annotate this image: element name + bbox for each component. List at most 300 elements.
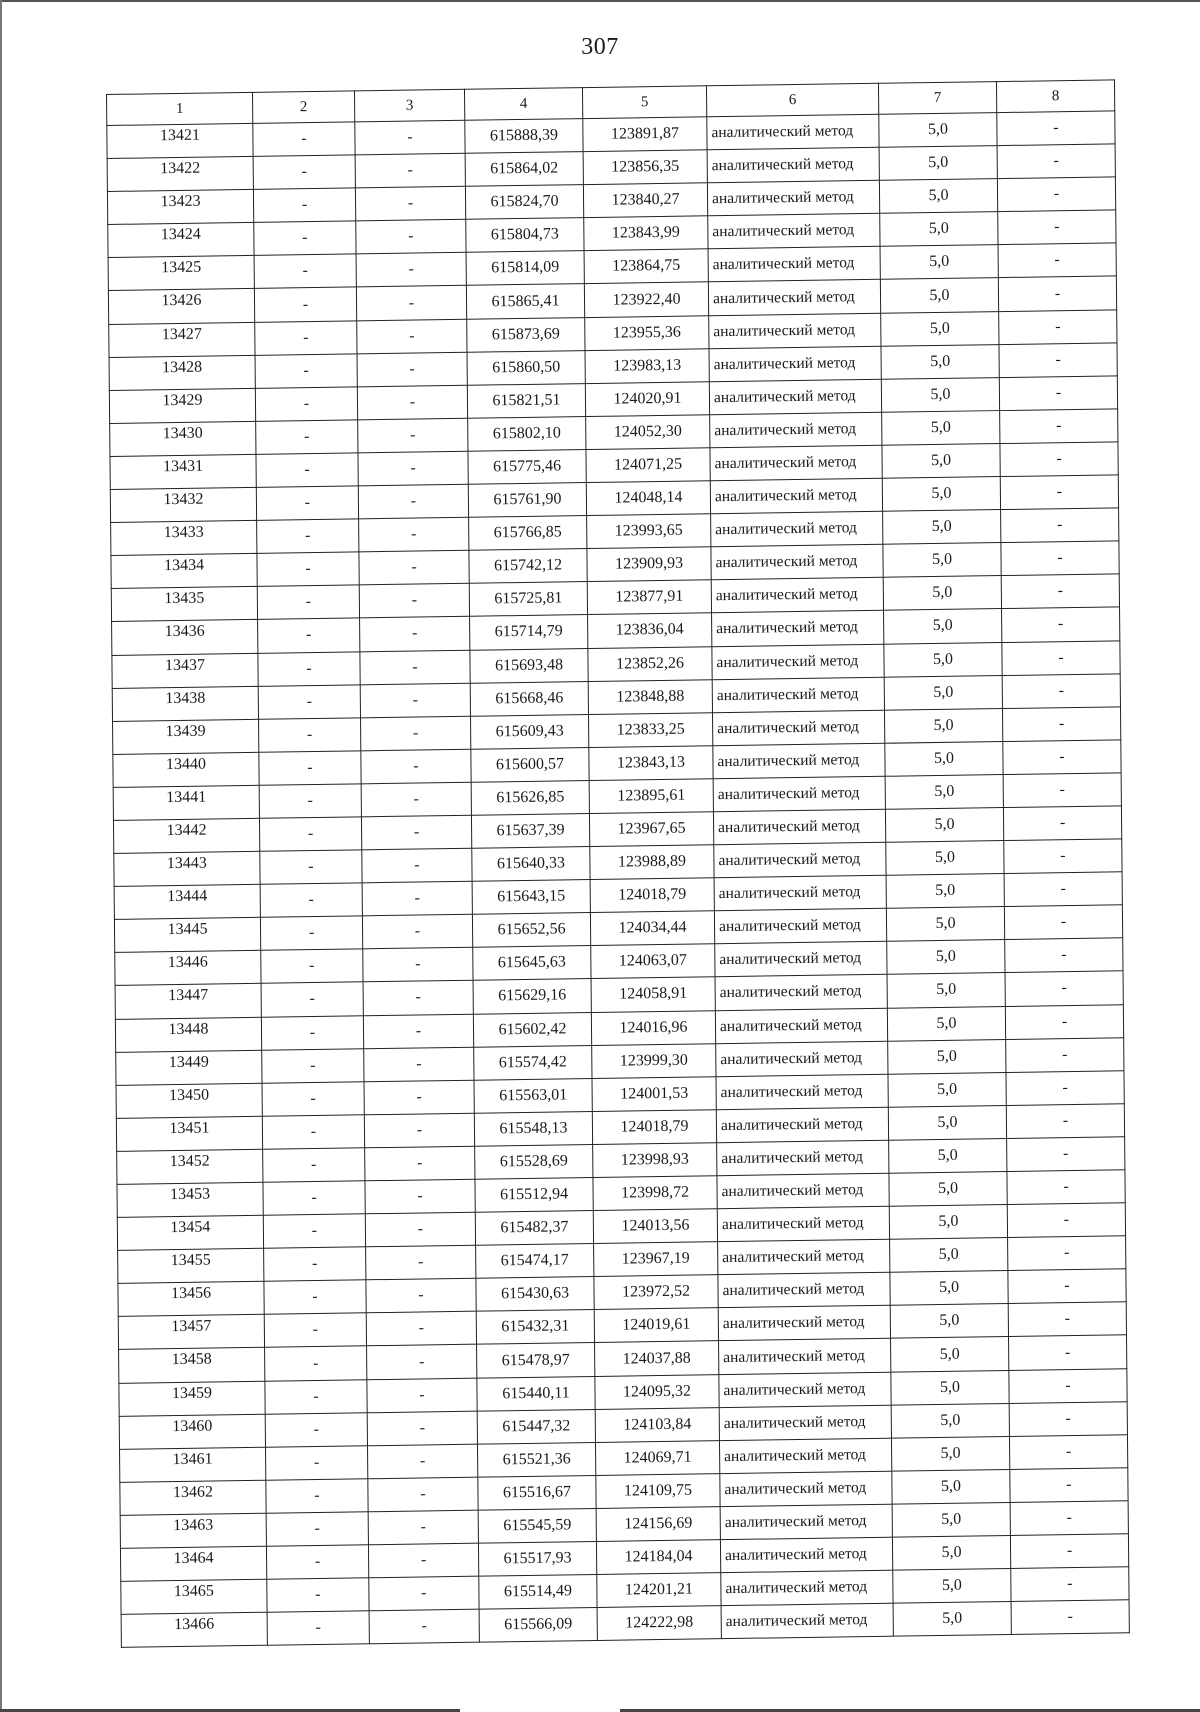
x-coordinate-cell: 615714,79 <box>470 615 588 650</box>
col-2-cell: - <box>263 1181 365 1216</box>
point-number-cell: 13463 <box>120 1513 266 1548</box>
col-3-cell: - <box>356 220 466 255</box>
col-2-cell: - <box>258 651 360 686</box>
y-coordinate-cell: 123843,13 <box>589 746 713 781</box>
col-2-cell: - <box>255 320 357 355</box>
y-coordinate-cell: 123909,93 <box>587 547 711 582</box>
col-8-cell: - <box>1009 1435 1127 1470</box>
method-cell: аналитический метод <box>712 611 884 647</box>
x-coordinate-cell: 615824,70 <box>465 185 583 220</box>
method-cell: аналитический метод <box>714 875 886 911</box>
x-coordinate-cell: 615609,43 <box>471 714 589 749</box>
point-number-cell: 13428 <box>109 355 255 390</box>
col-2-cell: - <box>262 1082 364 1117</box>
point-number-cell: 13424 <box>108 223 254 258</box>
method-cell: аналитический метод <box>717 1206 889 1242</box>
col-2-cell: - <box>264 1280 366 1315</box>
x-coordinate-cell: 615640,33 <box>472 847 590 882</box>
y-coordinate-cell: 123988,89 <box>590 845 714 880</box>
col-8-cell: - <box>997 177 1115 212</box>
method-cell: аналитический метод <box>718 1239 890 1275</box>
method-cell: аналитический метод <box>712 710 884 746</box>
accuracy-cell: 5,0 <box>890 1238 1008 1273</box>
col-3-cell: - <box>355 120 465 155</box>
col-3-cell: - <box>369 1609 479 1644</box>
accuracy-cell: 5,0 <box>883 576 1001 611</box>
col-2-cell: - <box>263 1148 365 1183</box>
col-2-cell: - <box>254 221 356 256</box>
col-3-cell: - <box>366 1278 476 1313</box>
y-coordinate-cell: 124020,91 <box>585 382 709 417</box>
col-8-cell: - <box>1011 1567 1129 1602</box>
col-2-cell: - <box>265 1412 367 1447</box>
x-coordinate-cell: 615652,56 <box>472 913 590 948</box>
x-coordinate-cell: 615563,01 <box>474 1078 592 1113</box>
method-cell: аналитический метод <box>711 511 883 547</box>
method-cell: аналитический метод <box>715 942 887 978</box>
point-number-cell: 13465 <box>121 1579 267 1614</box>
col-8-cell: - <box>999 343 1117 378</box>
col-8-cell: - <box>1005 1004 1123 1039</box>
method-cell: аналитический метод <box>716 1041 888 1077</box>
accuracy-cell: 5,0 <box>891 1436 1009 1471</box>
accuracy-cell: 5,0 <box>882 444 1000 479</box>
x-coordinate-cell: 615447,32 <box>477 1409 595 1444</box>
method-cell: аналитический метод <box>720 1537 892 1573</box>
x-coordinate-cell: 615668,46 <box>470 681 588 716</box>
y-coordinate-cell: 123998,93 <box>593 1143 717 1178</box>
point-number-cell: 13464 <box>120 1546 266 1581</box>
point-number-cell: 13432 <box>110 487 256 522</box>
column-header-2: 2 <box>252 91 354 123</box>
col-3-cell: - <box>361 782 471 817</box>
col-8-cell: - <box>1005 938 1123 973</box>
col-2-cell: - <box>259 718 361 753</box>
accuracy-cell: 5,0 <box>884 609 1002 644</box>
point-number-cell: 13435 <box>111 587 257 622</box>
y-coordinate-cell: 124018,79 <box>592 1110 716 1145</box>
method-cell: аналитический метод <box>719 1372 891 1408</box>
column-header-4: 4 <box>464 88 582 121</box>
point-number-cell: 13446 <box>115 951 261 986</box>
accuracy-cell: 5,0 <box>890 1271 1008 1306</box>
col-2-cell: - <box>253 155 355 190</box>
col-3-cell: - <box>365 1146 475 1181</box>
accuracy-cell: 5,0 <box>892 1535 1010 1570</box>
accuracy-cell: 5,0 <box>892 1502 1010 1537</box>
col-2-cell: - <box>257 552 359 587</box>
col-2-cell: - <box>259 817 361 852</box>
col-8-cell: - <box>999 309 1117 344</box>
method-cell: аналитический метод <box>713 743 885 779</box>
accuracy-cell: 5,0 <box>889 1171 1007 1206</box>
method-cell: аналитический метод <box>714 908 886 944</box>
method-cell: аналитический метод <box>712 644 884 680</box>
x-coordinate-cell: 615725,81 <box>469 582 587 617</box>
col-8-cell: - <box>1004 872 1122 907</box>
column-header-6: 6 <box>706 83 878 116</box>
col-8-cell: - <box>1002 707 1120 742</box>
x-coordinate-cell: 615802,10 <box>468 416 586 451</box>
y-coordinate-cell: 124001,53 <box>592 1076 716 1111</box>
accuracy-cell: 5,0 <box>887 1006 1005 1041</box>
point-number-cell: 13455 <box>118 1248 264 1283</box>
col-2-cell: - <box>261 949 363 984</box>
method-cell: аналитический метод <box>719 1438 891 1474</box>
col-3-cell: - <box>365 1212 475 1247</box>
point-number-cell: 13443 <box>114 851 260 886</box>
y-coordinate-cell: 123836,04 <box>588 613 712 648</box>
col-2-cell: - <box>259 751 361 786</box>
col-2-cell: - <box>261 982 363 1017</box>
x-coordinate-cell: 615761,90 <box>468 483 586 518</box>
accuracy-cell: 5,0 <box>888 1039 1006 1074</box>
col-3-cell: - <box>364 1080 474 1115</box>
point-number-cell: 13460 <box>119 1414 265 1449</box>
col-8-cell: - <box>1003 806 1121 841</box>
page-number: 307 <box>581 34 619 60</box>
col-8-cell: - <box>1009 1368 1127 1403</box>
y-coordinate-cell: 123983,13 <box>585 348 709 383</box>
col-3-cell: - <box>360 650 470 685</box>
col-8-cell: - <box>1001 574 1119 609</box>
x-coordinate-cell: 615865,41 <box>466 284 584 319</box>
col-2-cell: - <box>265 1346 367 1381</box>
y-coordinate-cell: 124071,25 <box>586 448 710 483</box>
col-3-cell: - <box>366 1245 476 1280</box>
x-coordinate-cell: 615888,39 <box>465 119 583 154</box>
accuracy-cell: 5,0 <box>879 179 997 214</box>
x-coordinate-cell: 615643,15 <box>472 880 590 915</box>
y-coordinate-cell: 123840,27 <box>583 183 707 218</box>
x-coordinate-cell: 615626,85 <box>471 780 589 815</box>
col-3-cell: - <box>357 352 467 387</box>
col-2-cell: - <box>253 122 355 157</box>
x-coordinate-cell: 615474,17 <box>476 1244 594 1279</box>
col-8-cell: - <box>1007 1203 1125 1238</box>
method-cell: аналитический метод <box>707 147 879 183</box>
y-coordinate-cell: 123967,19 <box>594 1242 718 1277</box>
col-2-cell: - <box>254 254 356 289</box>
point-number-cell: 13450 <box>116 1083 262 1118</box>
point-number-cell: 13431 <box>110 454 256 489</box>
col-2-cell: - <box>266 1545 368 1580</box>
y-coordinate-cell: 123998,72 <box>593 1176 717 1211</box>
point-number-cell: 13437 <box>112 653 258 688</box>
y-coordinate-cell: 124156,69 <box>596 1507 720 1542</box>
col-3-cell: - <box>362 881 472 916</box>
y-coordinate-cell: 124058,91 <box>591 977 715 1012</box>
col-8-cell: - <box>998 276 1116 311</box>
col-3-cell: - <box>369 1576 479 1611</box>
col-3-cell: - <box>363 948 473 983</box>
point-number-cell: 13454 <box>117 1215 263 1250</box>
col-8-cell: - <box>997 111 1115 146</box>
x-coordinate-cell: 615637,39 <box>471 813 589 848</box>
method-cell: аналитический метод <box>718 1306 890 1342</box>
y-coordinate-cell: 124052,30 <box>586 415 710 450</box>
method-cell: аналитический метод <box>720 1504 892 1540</box>
x-coordinate-cell: 615545,59 <box>478 1508 596 1543</box>
col-3-cell: - <box>359 517 469 552</box>
y-coordinate-cell: 123993,65 <box>587 514 711 549</box>
method-cell: аналитический метод <box>713 809 885 845</box>
x-coordinate-cell: 615814,09 <box>466 251 584 286</box>
col-3-cell: - <box>366 1312 476 1347</box>
y-coordinate-cell: 124222,98 <box>597 1606 721 1641</box>
col-8-cell: - <box>997 144 1115 179</box>
y-coordinate-cell: 123843,99 <box>584 216 708 251</box>
point-number-cell: 13453 <box>117 1182 263 1217</box>
method-cell: аналитический метод <box>713 776 885 812</box>
col-2-cell: - <box>257 519 359 554</box>
accuracy-cell: 5,0 <box>884 708 1002 743</box>
accuracy-cell: 5,0 <box>888 1072 1006 1107</box>
method-cell: аналитический метод <box>721 1570 893 1606</box>
accuracy-cell: 5,0 <box>887 973 1005 1008</box>
col-8-cell: - <box>1002 640 1120 675</box>
col-3-cell: - <box>367 1411 477 1446</box>
coordinates-table <box>106 79 1130 1648</box>
y-coordinate-cell: 124201,21 <box>597 1573 721 1608</box>
accuracy-cell: 5,0 <box>881 344 999 379</box>
y-coordinate-cell: 123852,26 <box>588 646 712 681</box>
method-cell: аналитический метод <box>711 578 883 614</box>
col-8-cell: - <box>1004 839 1122 874</box>
x-coordinate-cell: 615528,69 <box>475 1144 593 1179</box>
col-3-cell: - <box>363 1014 473 1049</box>
method-cell: аналитический метод <box>719 1405 891 1441</box>
x-coordinate-cell: 615548,13 <box>474 1111 592 1146</box>
x-coordinate-cell: 615804,73 <box>466 218 584 253</box>
x-coordinate-cell: 615432,31 <box>476 1310 594 1345</box>
col-3-cell: - <box>362 848 472 883</box>
y-coordinate-cell: 123967,65 <box>589 812 713 847</box>
col-2-cell: - <box>260 850 362 885</box>
col-8-cell: - <box>1010 1501 1128 1536</box>
col-3-cell: - <box>359 550 469 585</box>
accuracy-cell: 5,0 <box>887 940 1005 975</box>
x-coordinate-cell: 615600,57 <box>471 747 589 782</box>
accuracy-cell: 5,0 <box>890 1304 1008 1339</box>
coordinates-table-container <box>106 79 1129 1648</box>
point-number-cell: 13458 <box>119 1348 265 1383</box>
y-coordinate-cell: 124063,07 <box>591 944 715 979</box>
col-2-cell: - <box>258 684 360 719</box>
accuracy-cell: 5,0 <box>886 907 1004 942</box>
y-coordinate-cell: 124109,75 <box>596 1474 720 1509</box>
col-8-cell: - <box>1007 1137 1125 1172</box>
point-number-cell: 13449 <box>116 1050 262 1085</box>
col-2-cell: - <box>264 1247 366 1282</box>
point-number-cell: 13429 <box>109 388 255 423</box>
col-8-cell: - <box>998 210 1116 245</box>
point-number-cell: 13440 <box>113 752 259 787</box>
accuracy-cell: 5,0 <box>882 477 1000 512</box>
col-2-cell: - <box>260 916 362 951</box>
col-2-cell: - <box>265 1379 367 1414</box>
col-2-cell: - <box>256 453 358 488</box>
y-coordinate-cell: 123922,40 <box>584 282 708 317</box>
method-cell: аналитический метод <box>708 214 880 250</box>
point-number-cell: 13451 <box>116 1116 262 1151</box>
method-cell: аналитический метод <box>709 313 881 349</box>
accuracy-cell: 5,0 <box>893 1602 1011 1637</box>
y-coordinate-cell: 124018,79 <box>590 878 714 913</box>
col-2-cell: - <box>255 387 357 422</box>
x-coordinate-cell: 615873,69 <box>467 317 585 352</box>
y-coordinate-cell: 124019,61 <box>594 1308 718 1343</box>
method-cell: аналитический метод <box>712 677 884 713</box>
accuracy-cell: 5,0 <box>879 146 997 181</box>
method-cell: аналитический метод <box>707 114 879 150</box>
accuracy-cell: 5,0 <box>882 410 1000 445</box>
x-coordinate-cell: 615566,09 <box>479 1608 597 1643</box>
col-8-cell: - <box>1004 905 1122 940</box>
col-8-cell: - <box>999 376 1117 411</box>
method-cell: аналитический метод <box>716 1074 888 1110</box>
point-number-cell: 13433 <box>111 520 257 555</box>
accuracy-cell: 5,0 <box>884 675 1002 710</box>
col-8-cell: - <box>1000 475 1118 510</box>
method-cell: аналитический метод <box>719 1339 891 1375</box>
column-header-3: 3 <box>354 89 464 122</box>
col-8-cell: - <box>1008 1236 1126 1271</box>
point-number-cell: 13459 <box>119 1381 265 1416</box>
col-8-cell: - <box>1002 607 1120 642</box>
point-number-cell: 13426 <box>108 289 254 324</box>
col-2-cell: - <box>256 486 358 521</box>
y-coordinate-cell: 123877,91 <box>587 580 711 615</box>
accuracy-cell: 5,0 <box>880 245 998 280</box>
col-2-cell: - <box>257 585 359 620</box>
scan-border-top <box>0 0 1200 2</box>
accuracy-cell: 5,0 <box>885 774 1003 809</box>
y-coordinate-cell: 124013,56 <box>593 1209 717 1244</box>
col-8-cell: - <box>1006 1104 1124 1139</box>
col-8-cell: - <box>998 243 1116 278</box>
method-cell: аналитический метод <box>716 1107 888 1143</box>
col-8-cell: - <box>1009 1401 1127 1436</box>
method-cell: аналитический метод <box>721 1603 893 1639</box>
col-8-cell: - <box>1005 971 1123 1006</box>
col-8-cell: - <box>1010 1534 1128 1569</box>
x-coordinate-cell: 615430,63 <box>476 1277 594 1312</box>
accuracy-cell: 5,0 <box>883 510 1001 545</box>
col-3-cell: - <box>356 253 466 288</box>
col-3-cell: - <box>355 153 465 188</box>
col-8-cell: - <box>1006 1071 1124 1106</box>
method-cell: аналитический метод <box>707 180 879 216</box>
point-number-cell: 13423 <box>107 190 253 225</box>
col-2-cell: - <box>260 883 362 918</box>
point-number-cell: 13422 <box>107 156 253 191</box>
x-coordinate-cell: 615478,97 <box>477 1343 595 1378</box>
col-3-cell: - <box>361 749 471 784</box>
accuracy-cell: 5,0 <box>889 1138 1007 1173</box>
y-coordinate-cell: 124184,04 <box>596 1540 720 1575</box>
point-number-cell: 13441 <box>113 785 259 820</box>
method-cell: аналитический метод <box>718 1272 890 1308</box>
y-coordinate-cell: 123972,52 <box>594 1275 718 1310</box>
col-3-cell: - <box>360 617 470 652</box>
accuracy-cell: 5,0 <box>891 1403 1009 1438</box>
col-3-cell: - <box>358 418 468 453</box>
x-coordinate-cell: 615693,48 <box>470 648 588 683</box>
col-3-cell: - <box>362 914 472 949</box>
accuracy-cell: 5,0 <box>880 278 998 313</box>
col-2-cell: - <box>266 1446 368 1481</box>
col-2-cell: - <box>261 1015 363 1050</box>
col-2-cell: - <box>262 1048 364 1083</box>
y-coordinate-cell: 124095,32 <box>595 1374 719 1409</box>
x-coordinate-cell: 615512,94 <box>475 1177 593 1212</box>
x-coordinate-cell: 615860,50 <box>467 350 585 385</box>
point-number-cell: 13439 <box>113 719 259 754</box>
point-number-cell: 13436 <box>112 620 258 655</box>
y-coordinate-cell: 124034,44 <box>590 911 714 946</box>
accuracy-cell: 5,0 <box>891 1337 1009 1372</box>
method-cell: аналитический метод <box>717 1140 889 1176</box>
x-coordinate-cell: 615742,12 <box>469 549 587 584</box>
method-cell: аналитический метод <box>708 280 880 316</box>
accuracy-cell: 5,0 <box>880 212 998 247</box>
point-number-cell: 13425 <box>108 256 254 291</box>
col-8-cell: - <box>1003 773 1121 808</box>
col-3-cell: - <box>356 286 466 321</box>
column-header-7: 7 <box>878 82 996 115</box>
method-cell: аналитический метод <box>715 975 887 1011</box>
accuracy-cell: 5,0 <box>891 1370 1009 1405</box>
point-number-cell: 13447 <box>115 984 261 1019</box>
method-cell: аналитический метод <box>710 445 882 481</box>
point-number-cell: 13434 <box>111 554 257 589</box>
col-3-cell: - <box>368 1543 478 1578</box>
col-2-cell: - <box>263 1214 365 1249</box>
y-coordinate-cell: 123999,30 <box>592 1043 716 1078</box>
col-2-cell: - <box>267 1611 369 1646</box>
accuracy-cell: 5,0 <box>881 377 999 412</box>
accuracy-cell: 5,0 <box>893 1569 1011 1604</box>
col-8-cell: - <box>1010 1468 1128 1503</box>
method-cell: аналитический метод <box>709 346 881 382</box>
point-number-cell: 13445 <box>114 918 260 953</box>
x-coordinate-cell: 615629,16 <box>473 979 591 1014</box>
accuracy-cell: 5,0 <box>879 113 997 148</box>
table-body <box>107 111 1130 1648</box>
point-number-cell: 13430 <box>110 421 256 456</box>
x-coordinate-cell: 615821,51 <box>467 383 585 418</box>
accuracy-cell: 5,0 <box>885 808 1003 843</box>
y-coordinate-cell: 124037,88 <box>595 1341 719 1376</box>
col-3-cell: - <box>367 1378 477 1413</box>
accuracy-cell: 5,0 <box>889 1205 1007 1240</box>
y-coordinate-cell: 124103,84 <box>595 1407 719 1442</box>
method-cell: аналитический метод <box>710 478 882 514</box>
x-coordinate-cell: 615440,11 <box>477 1376 595 1411</box>
y-coordinate-cell: 124048,14 <box>586 481 710 516</box>
col-3-cell: - <box>357 319 467 354</box>
col-2-cell: - <box>262 1115 364 1150</box>
point-number-cell: 13421 <box>107 123 253 158</box>
point-number-cell: 13457 <box>118 1315 264 1350</box>
col-3-cell: - <box>361 716 471 751</box>
y-coordinate-cell: 123895,61 <box>589 779 713 814</box>
col-3-cell: - <box>364 1113 474 1148</box>
x-coordinate-cell: 615482,37 <box>475 1211 593 1246</box>
col-2-cell: - <box>258 618 360 653</box>
y-coordinate-cell: 123891,87 <box>583 117 707 152</box>
